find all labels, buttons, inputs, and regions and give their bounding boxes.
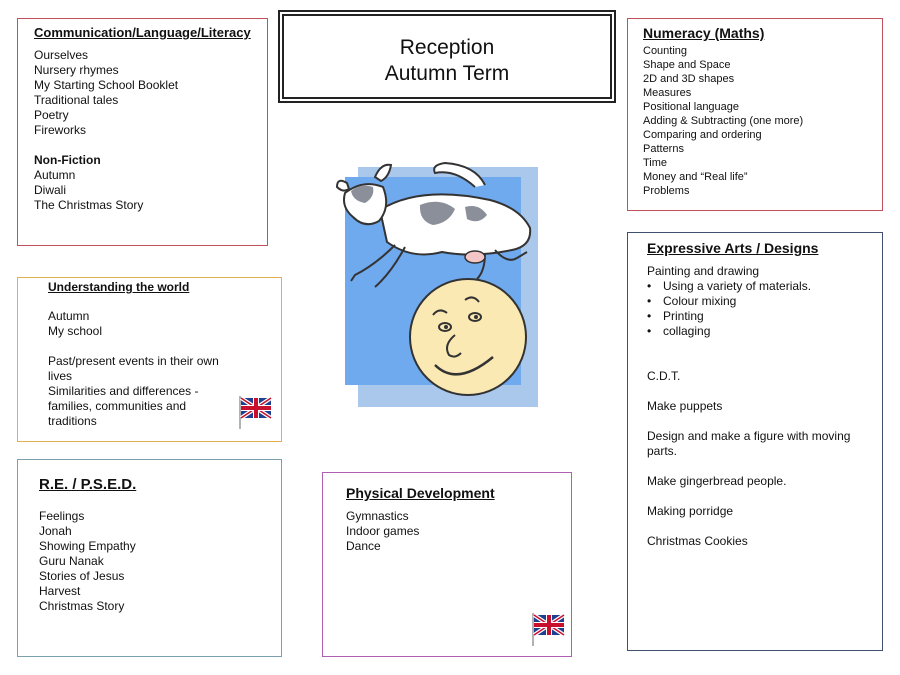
list-item: Diwali bbox=[34, 183, 67, 197]
list-item: Dance bbox=[346, 539, 381, 553]
spacer bbox=[647, 354, 882, 369]
list-item: Similarities and differences - bbox=[48, 384, 199, 398]
list-item: Patterns bbox=[643, 143, 684, 155]
bullet-item: • collaging bbox=[647, 324, 882, 339]
understanding-box bbox=[17, 277, 282, 442]
list-item: 2D and 3D shapes bbox=[643, 73, 735, 85]
spacer bbox=[48, 339, 281, 354]
list-item: Fireworks bbox=[34, 123, 87, 137]
list-item: Make gingerbread people. bbox=[647, 474, 787, 488]
list-item: Make puppets bbox=[647, 399, 723, 413]
list-item: Traditional tales bbox=[34, 93, 119, 107]
list-item: Measures bbox=[643, 87, 692, 99]
list-item: Autumn bbox=[48, 309, 90, 323]
bullet-item: • Colour mixing bbox=[647, 294, 882, 309]
spacer bbox=[647, 339, 882, 354]
title-line1: Reception bbox=[399, 36, 495, 59]
spacer bbox=[647, 489, 882, 504]
list-item: Adding & Subtracting (one more) bbox=[643, 115, 804, 127]
list-item: Autumn bbox=[34, 168, 76, 182]
union-flag-icon bbox=[531, 611, 565, 647]
spacer bbox=[34, 138, 267, 153]
list-item: Positional language bbox=[643, 101, 740, 113]
nonfiction-subtitle: Non-Fiction bbox=[34, 153, 101, 167]
spacer bbox=[647, 414, 882, 429]
list-item: lives bbox=[48, 369, 73, 383]
re-title: R.E. / P.S.E.D. bbox=[39, 476, 137, 493]
physical-development-box bbox=[322, 472, 572, 657]
cdt-heading: C.D.T. bbox=[647, 369, 681, 383]
list-item: Jonah bbox=[39, 524, 72, 538]
list-item: Design and make a figure with moving bbox=[647, 429, 851, 443]
list-item: Counting bbox=[643, 45, 688, 57]
list-item: Gymnastics bbox=[346, 509, 409, 523]
list-item: My school bbox=[48, 324, 103, 338]
title-line2: Autumn Term bbox=[384, 62, 510, 85]
understanding-title: Understanding the world bbox=[48, 280, 190, 294]
spacer bbox=[647, 519, 882, 534]
list-item: Guru Nanak bbox=[39, 554, 104, 568]
bullet-item: • Using a variety of materials. bbox=[647, 279, 882, 294]
list-item: Time bbox=[643, 157, 668, 169]
list-item: Poetry bbox=[34, 108, 69, 122]
list-item: Nursery rhymes bbox=[34, 63, 119, 77]
list-item: Showing Empathy bbox=[39, 539, 136, 553]
list-item: Shape and Space bbox=[643, 59, 731, 71]
arts-intro: Painting and drawing bbox=[647, 264, 760, 278]
list-item: Christmas Story bbox=[39, 599, 125, 613]
list-item: My Starting School Booklet bbox=[34, 78, 179, 92]
list-item: Indoor games bbox=[346, 524, 420, 538]
list-item: Comparing and ordering bbox=[643, 129, 762, 141]
numeracy-title: Numeracy (Maths) bbox=[643, 25, 765, 41]
physical-title: Physical Development bbox=[346, 485, 495, 501]
arts-title: Expressive Arts / Designs bbox=[647, 240, 819, 256]
expressive-arts-box bbox=[627, 232, 883, 651]
union-flag-icon bbox=[238, 394, 272, 430]
bullet-item: • Printing bbox=[647, 309, 882, 324]
list-item: Harvest bbox=[39, 584, 81, 598]
title-box bbox=[278, 10, 616, 103]
list-item: families, communities and bbox=[48, 399, 187, 413]
list-item: Stories of Jesus bbox=[39, 569, 125, 583]
page-title bbox=[284, 35, 610, 87]
spacer bbox=[647, 459, 882, 474]
list-item: Past/present events in their own bbox=[48, 354, 219, 368]
list-item: Problems bbox=[643, 185, 690, 197]
list-item: Ourselves bbox=[34, 48, 89, 62]
list-item: traditions bbox=[48, 414, 97, 428]
list-item: parts. bbox=[647, 444, 678, 458]
communication-box bbox=[17, 18, 268, 246]
numeracy-box bbox=[627, 18, 883, 211]
list-item: The Christmas Story bbox=[34, 198, 144, 212]
communication-title: Communication/Language/Literacy bbox=[34, 25, 251, 40]
re-psed-box bbox=[17, 459, 282, 657]
list-item: Christmas Cookies bbox=[647, 534, 748, 548]
spacer bbox=[647, 384, 882, 399]
list-item: Making porridge bbox=[647, 504, 734, 518]
list-item: Money and “Real life” bbox=[643, 171, 748, 183]
list-item: Feelings bbox=[39, 509, 85, 523]
cow-over-moon-clipart bbox=[325, 155, 550, 417]
